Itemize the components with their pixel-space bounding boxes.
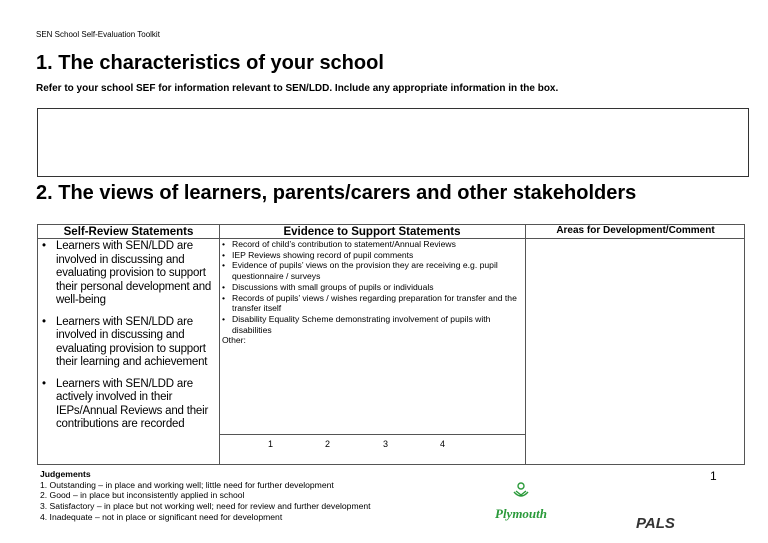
self-review-table	[37, 224, 745, 465]
header-self-review: Self-Review Statements	[63, 226, 194, 238]
scale-2[interactable]: 2	[325, 439, 331, 449]
section-2-heading: 2. The views of learners, parents/carers and other stakeholders	[36, 182, 637, 204]
section-1-heading: 1. The characteristics of your school	[36, 52, 384, 74]
statement-item: • Learners with SEN/LDD are actively involved in their IEPs/Annual Reviews and their contributions are recorded	[42, 378, 217, 432]
header-areas: Areas for Development/Comment	[556, 225, 715, 236]
plymouth-logo: Plymouth	[495, 480, 547, 522]
other-label: Other:	[222, 335, 246, 346]
evidence-item: • Record of child’s contribution to statement/Annual Reviews	[222, 239, 522, 250]
judgement-item: 2. Good – in place but inconsistently applied in school	[40, 490, 245, 501]
judgement-item: 3. Satisfactory – in place but not working well; need for review and further development	[40, 501, 371, 512]
pals-logo: PALS	[636, 515, 675, 532]
judgement-item: 4. Inadequate – not in place or significant need for development	[40, 511, 283, 522]
page-number: 1	[710, 469, 717, 483]
evidence-item: • Discussions with small groups of pupils or individuals	[222, 282, 522, 293]
judgements-title: Judgements	[40, 469, 91, 479]
section-1-instruction: Refer to your school SEF for information relevant to SEN/LDD. Include any appropriate information in the box.	[36, 83, 559, 94]
scale-divider	[219, 434, 525, 435]
evidence-item: • IEP Reviews showing record of pupil comments	[222, 250, 522, 261]
evidence-item: • Evidence of pupils’ views on the provision they are receiving e.g. pupil questionnaire / surveys	[222, 260, 522, 281]
plymouth-crest-icon	[510, 480, 532, 502]
running-header: SEN School Self-Evaluation Toolkit	[36, 30, 160, 39]
judgement-item: 1. Outstanding – in place and working well; little need for further development	[40, 479, 334, 490]
evidence-item: • Records of pupils’ views / wishes regarding preparation for transfer and the transfer itself	[222, 293, 522, 314]
evidence-cell	[222, 239, 522, 346]
statement-item: • Learners with SEN/LDD are involved in discussing and evaluating provision to support their personal development and well-being	[42, 240, 217, 308]
statement-list	[42, 240, 217, 440]
column-divider	[219, 225, 220, 464]
school-characteristics-box[interactable]	[37, 108, 749, 177]
scale-3[interactable]: 3	[383, 439, 389, 449]
header-evidence: Evidence to Support Statements	[283, 226, 461, 238]
statement-item: • Learners with SEN/LDD are involved in discussing and evaluating provision to support their learning and achievement	[42, 316, 217, 370]
scale-1[interactable]: 1	[268, 439, 274, 449]
scale-4[interactable]: 4	[440, 439, 446, 449]
judgements-legend	[40, 469, 371, 523]
evidence-item: • Disability Equality Scheme demonstrating involvement of pupils with disabilities	[222, 314, 522, 335]
column-divider	[525, 225, 526, 464]
